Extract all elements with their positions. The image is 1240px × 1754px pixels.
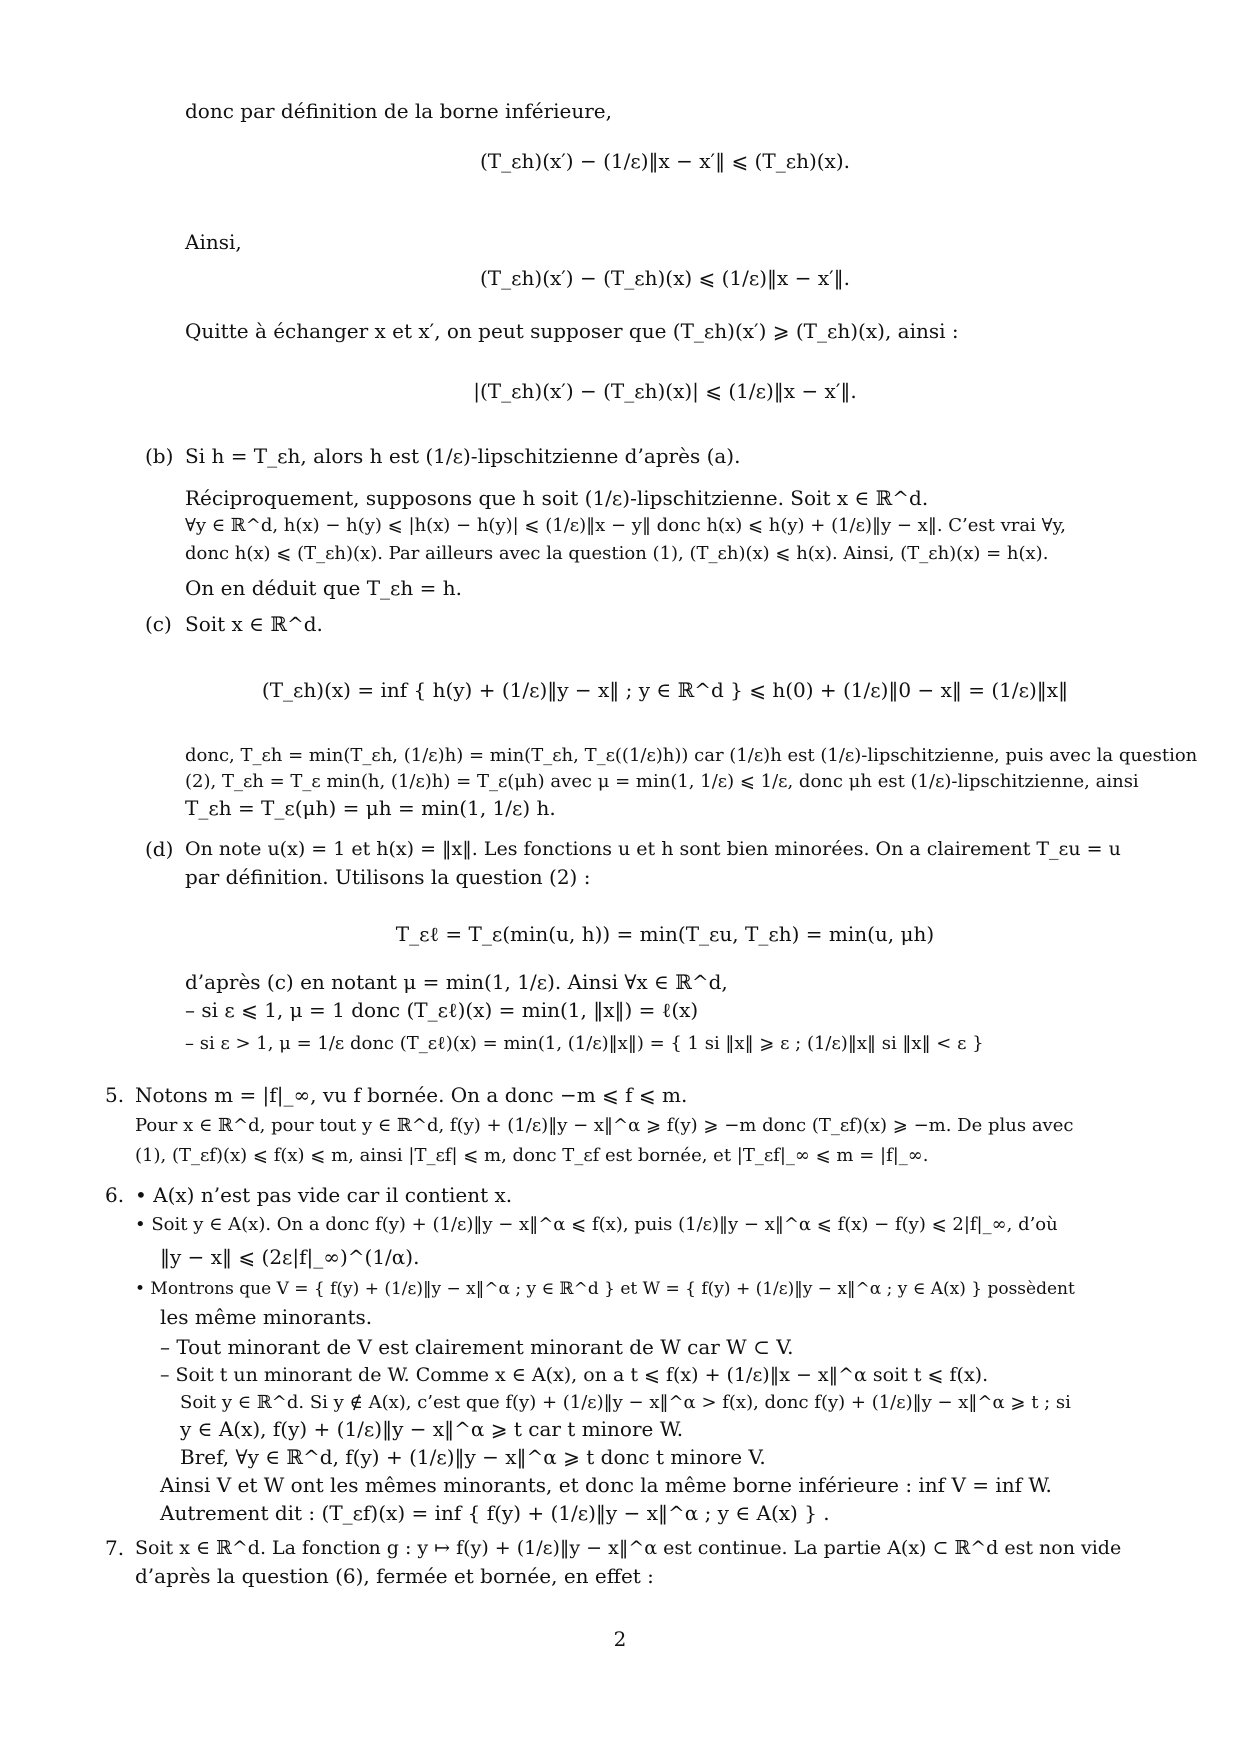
text-line: donc h(x) ⩽ (T_εh)(x). Par ailleurs avec la question (1), (T_εh)(x) ⩽ h(x). Ainsi, (T_εh)(x) = h(x).: [185, 543, 1049, 564]
text-line: – si ε > 1, μ = 1/ε donc (T_εℓ)(x) = min(1, (1/ε)‖x‖) = { 1 si ‖x‖ ⩾ ε ; (1/ε)‖x‖ si ‖x‖ < ε }: [185, 1033, 984, 1054]
text-line: Réciproquement, supposons que h soit (1/ε)-lipschitzienne. Soit x ∈ ℝ^d.: [185, 486, 929, 510]
text-line: On en déduit que T_εh = h.: [185, 576, 462, 600]
text-line: On note u(x) = 1 et h(x) = ‖x‖. Les fonctions u et h sont bien minorées. On a clairement T_εu = u: [185, 838, 1121, 860]
text-line: • Montrons que V = { f(y) + (1/ε)‖y − x‖^α ; y ∈ ℝ^d } et W = { f(y) + (1/ε)‖y − x‖^α ; y ∈ A(x) } possèdent: [135, 1279, 1075, 1299]
text-line: y ∈ A(x), f(y) + (1/ε)‖y − x‖^α ⩾ t car t minore W.: [180, 1417, 684, 1441]
text-line: Notons m = |f|_∞, vu f bornée. On a donc −m ⩽ f ⩽ m.: [135, 1083, 688, 1107]
item-label: 6.: [105, 1183, 125, 1207]
text-line: Bref, ∀y ∈ ℝ^d, f(y) + (1/ε)‖y − x‖^α ⩾ t donc t minore V.: [180, 1445, 766, 1469]
text-line: ∀y ∈ ℝ^d, h(x) − h(y) ⩽ |h(x) − h(y)| ⩽ (1/ε)‖x − y‖ donc h(x) ⩽ h(y) + (1/ε)‖y − x‖. C’est vrai ∀y,: [185, 515, 1066, 536]
text-line: d’après (c) en notant μ = min(1, 1/ε). Ainsi ∀x ∈ ℝ^d,: [185, 970, 728, 994]
text-line: Soit x ∈ ℝ^d.: [185, 612, 323, 636]
page-number: 2: [613, 1627, 627, 1651]
text-line: Soit x ∈ ℝ^d. La fonction g : y ↦ f(y) + (1/ε)‖y − x‖^α est continue. La partie A(x) ⊂ ℝ^d est non vide: [135, 1537, 1122, 1559]
text-line: – Tout minorant de V est clairement minorant de W car W ⊂ V.: [160, 1335, 794, 1359]
text-line: ‖y − x‖ ⩽ (2ε|f|_∞)^(1/α).: [160, 1245, 420, 1269]
item-label: (c): [145, 612, 172, 636]
text-line: (2), T_εh = T_ε min(h, (1/ε)h) = T_ε(μh) avec μ = min(1, 1/ε) ⩽ 1/ε, donc μh est (1/ε)-lipschitzienne, ainsi: [185, 771, 1139, 792]
text-line: Pour x ∈ ℝ^d, pour tout y ∈ ℝ^d, f(y) + (1/ε)‖y − x‖^α ⩾ f(y) ⩾ −m donc (T_εf)(x) ⩾ −m. De plus avec: [135, 1115, 1074, 1136]
text-line: T_εh = T_ε(μh) = μh = min(1, 1/ε) h.: [185, 796, 556, 820]
item-label: (b): [145, 444, 174, 468]
text-line: Si h = T_εh, alors h est (1/ε)-lipschitzienne d’après (a).: [185, 444, 741, 468]
text-line: donc, T_εh = min(T_εh, (1/ε)h) = min(T_εh, T_ε((1/ε)h)) car (1/ε)h est (1/ε)-lipschitzienne, puis avec la question: [185, 745, 1198, 766]
text-line: • Soit y ∈ A(x). On a donc f(y) + (1/ε)‖y − x‖^α ⩽ f(x), puis (1/ε)‖y − x‖^α ⩽ f(x) − f(y) ⩽ 2|f|_∞, d’où: [135, 1214, 1058, 1235]
text-line: • A(x) n’est pas vide car il contient x.: [135, 1183, 513, 1207]
equation: (T_εh)(x) = inf { h(y) + (1/ε)‖y − x‖ ; y ∈ ℝ^d } ⩽ h(0) + (1/ε)‖0 − x‖ = (1/ε)‖x‖: [261, 678, 1069, 702]
text-line: par définition. Utilisons la question (2) :: [185, 865, 591, 889]
text-line: (1), (T_εf)(x) ⩽ f(x) ⩽ m, ainsi |T_εf| ⩽ m, donc T_εf est bornée, et |T_εf|_∞ ⩽ m = |f|_∞.: [135, 1145, 929, 1166]
equation: (T_εh)(x′) − (T_εh)(x) ⩽ (1/ε)‖x − x′‖.: [480, 266, 850, 290]
equation: |(T_εh)(x′) − (T_εh)(x)| ⩽ (1/ε)‖x − x′‖.: [473, 379, 857, 403]
item-label: 7.: [105, 1536, 125, 1560]
text-line: Ainsi,: [185, 230, 242, 254]
text-line: les même minorants.: [160, 1305, 373, 1329]
text-line: d’après la question (6), fermée et bornée, en effet :: [135, 1564, 654, 1588]
text-line: Soit y ∈ ℝ^d. Si y ∉ A(x), c’est que f(y) + (1/ε)‖y − x‖^α > f(x), donc f(y) + (1/ε)‖y − x‖^α ⩾ t ; si: [180, 1392, 1071, 1413]
equation: T_εℓ = T_ε(min(u, h)) = min(T_εu, T_εh) = min(u, μh): [395, 922, 935, 946]
item-label: 5.: [105, 1083, 125, 1107]
text-line: donc par définition de la borne inférieure,: [185, 99, 612, 123]
equation: (T_εh)(x′) − (1/ε)‖x − x′‖ ⩽ (T_εh)(x).: [480, 149, 850, 173]
text-line: – Soit t un minorant de W. Comme x ∈ A(x), on a t ⩽ f(x) + (1/ε)‖x − x‖^α soit t ⩽ f(x).: [160, 1364, 989, 1386]
text-line: Autrement dit : (T_εf)(x) = inf { f(y) + (1/ε)‖y − x‖^α ; y ∈ A(x) } .: [160, 1501, 830, 1525]
item-label: (d): [145, 837, 174, 861]
text-line: Quitte à échanger x et x′, on peut supposer que (T_εh)(x′) ⩾ (T_εh)(x), ainsi :: [185, 319, 959, 343]
text-line: Ainsi V et W ont les mêmes minorants, et donc la même borne inférieure : inf V = inf W.: [160, 1473, 1052, 1497]
text-line: – si ε ⩽ 1, μ = 1 donc (T_εℓ)(x) = min(1, ‖x‖) = ℓ(x): [185, 998, 699, 1022]
